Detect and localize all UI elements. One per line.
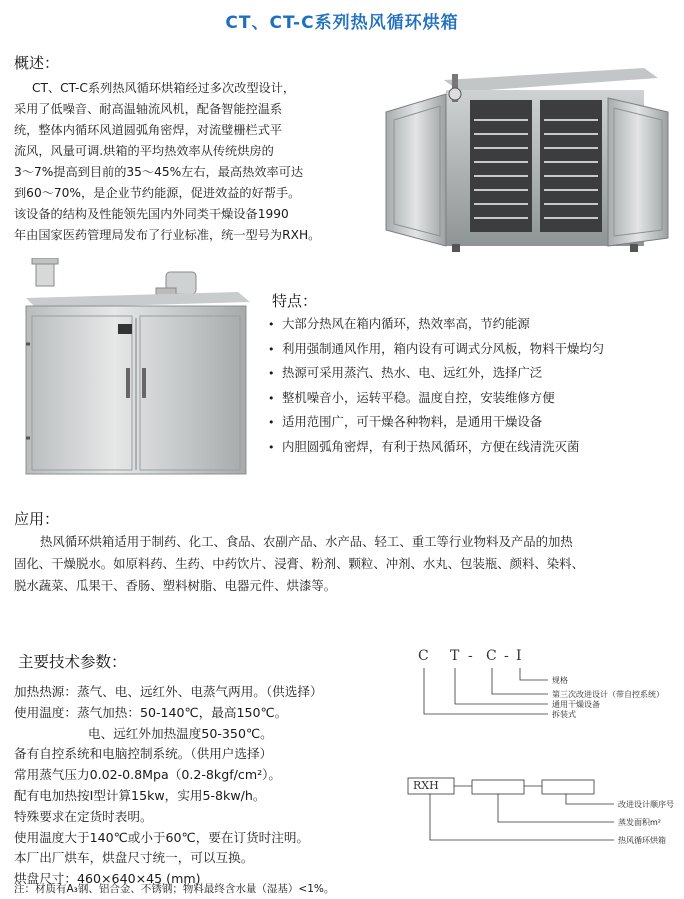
bullet-icon: • xyxy=(268,416,275,429)
rxh-label: 改进设计顺序号 xyxy=(618,800,674,809)
spec-line: 常用蒸气压力0.02-0.8Mpa（0.2-8kgf/cm²）。 xyxy=(14,767,282,783)
specs-heading: 主要技术参数： xyxy=(18,653,127,671)
code-letter: - xyxy=(504,648,509,664)
spec-line: 加热热源：蒸气、电、远红外、电蒸气两用。（供选择） xyxy=(14,684,323,699)
application-line: 脱水蔬菜、瓜果干、香肠、塑料树脂、电器元件、烘漆等。 xyxy=(14,578,337,593)
oven-open-photo xyxy=(382,60,674,256)
features-list xyxy=(268,312,604,459)
overview-line: 流风，风量可调.烘箱的平均热效率从传统烘房的 xyxy=(14,144,274,158)
application-heading: 应用： xyxy=(14,510,60,528)
code-letter: T xyxy=(450,648,460,664)
bullet-icon: • xyxy=(268,342,275,356)
spec-line: 备有自控系统和电脑控制系统。（供用户选择） xyxy=(14,746,273,762)
features-heading: 特点： xyxy=(272,292,318,310)
rxh-label: 热风循环烘箱 xyxy=(618,836,666,845)
application-line: 固化、干燥脱水。如原料药、生药、中药饮片、浸膏、粉剂、颗粒、冲剂、水丸、包装瓶、颜料、染料、 xyxy=(14,556,584,571)
feature-item: • 利用强制通风作用，箱内设有可调式分风板，物料干燥均匀 xyxy=(268,337,604,362)
rxh-label: 蒸发面积m² xyxy=(618,818,661,827)
rxh-prefix: RXH xyxy=(413,779,439,792)
code-label: 拆装式 xyxy=(552,710,576,719)
code-letter: I xyxy=(516,648,522,664)
overview-paragraph xyxy=(14,78,320,246)
overview-line: 采用了低噪音、耐高温轴流风机，配备智能控温系 xyxy=(14,102,283,116)
overview-line: CT、CT-C系列热风循环烘箱经过多次改型设计， xyxy=(32,81,296,95)
spec-line: 配有电加热按I型计算15kw，实用5-8kw/h。 xyxy=(14,787,266,803)
code-label: 第三次改进设计（带自控系统） xyxy=(552,690,664,699)
overview-line: 年由国家医药管理局发布了行业标准，统一型号为RXH。 xyxy=(14,228,321,242)
bullet-icon: • xyxy=(268,440,275,454)
code-label: 通用干燥设备 xyxy=(552,700,600,709)
model-code-diagram xyxy=(410,640,680,730)
oven-closed-photo xyxy=(6,258,254,480)
code-letter: - xyxy=(468,648,473,664)
spec-line: 使用温度：蒸气加热：50-140℃，最高150℃。 xyxy=(14,704,288,720)
page-title: CT、CT-C系列热风循环烘箱 xyxy=(225,13,459,33)
specs-list xyxy=(14,682,323,890)
bullet-icon: • xyxy=(268,391,275,405)
rxh-diagram xyxy=(406,776,680,856)
feature-item: • 大部分热风在箱内循环，热效率高，节约能源 xyxy=(268,312,604,337)
spec-line: 电、远红外加热温度50-350℃。 xyxy=(88,725,273,741)
overview-line: 该设备的结构及性能领先国内外同类干燥设备1990 xyxy=(14,207,289,221)
code-letter: C xyxy=(486,648,497,664)
application-paragraph xyxy=(14,531,584,597)
application-line: 热风循环烘箱适用于制药、化工、食品、农副产品、水产品、轻工、重工等行业物料及产品的加热 xyxy=(40,534,573,549)
feature-item: • 适用范围广，可干燥各种物料，是通用干燥设备 xyxy=(268,410,604,435)
feature-item: • 整机噪音小，运转平稳。温度自控，安装维修方便 xyxy=(268,386,604,411)
spec-line: 特殊要求在定货时表明。 xyxy=(14,808,153,824)
overview-heading: 概述： xyxy=(14,54,60,72)
bullet-icon: • xyxy=(268,367,275,380)
spec-line: 本厂出厂烘车，烘盘尺寸统一，可以互换。 xyxy=(14,850,254,866)
feature-item: • 热源可采用蒸汽、热水、电、远红外，选择广泛 xyxy=(268,361,604,386)
overview-line: 3～7%提高到目前的35～45%左右，最高热效率可达 xyxy=(14,165,304,179)
spec-line: 使用温度大于140℃或小于60℃，要在订货时注明。 xyxy=(14,829,310,845)
overview-line: 到60～70%，是企业节约能源，促进效益的好帮手。 xyxy=(14,186,301,200)
overview-line: 统，整体内循环风道圆弧角密焊，对流璧栅栏式平 xyxy=(14,123,283,137)
bullet-icon: • xyxy=(268,318,275,331)
code-letter: C xyxy=(418,648,429,664)
spec-line: 烘盘尺寸：460×640×45 (mm) xyxy=(14,871,201,887)
materials-note: 注：材质有A₃钢、铝合金、不锈钢；物料最终含水量（湿基）<1%。 xyxy=(14,883,335,895)
feature-item: • 内胆圆弧角密焊，有利于热风循环，方便在线清洗灭菌 xyxy=(268,435,604,460)
code-label: 规格 xyxy=(552,676,568,685)
